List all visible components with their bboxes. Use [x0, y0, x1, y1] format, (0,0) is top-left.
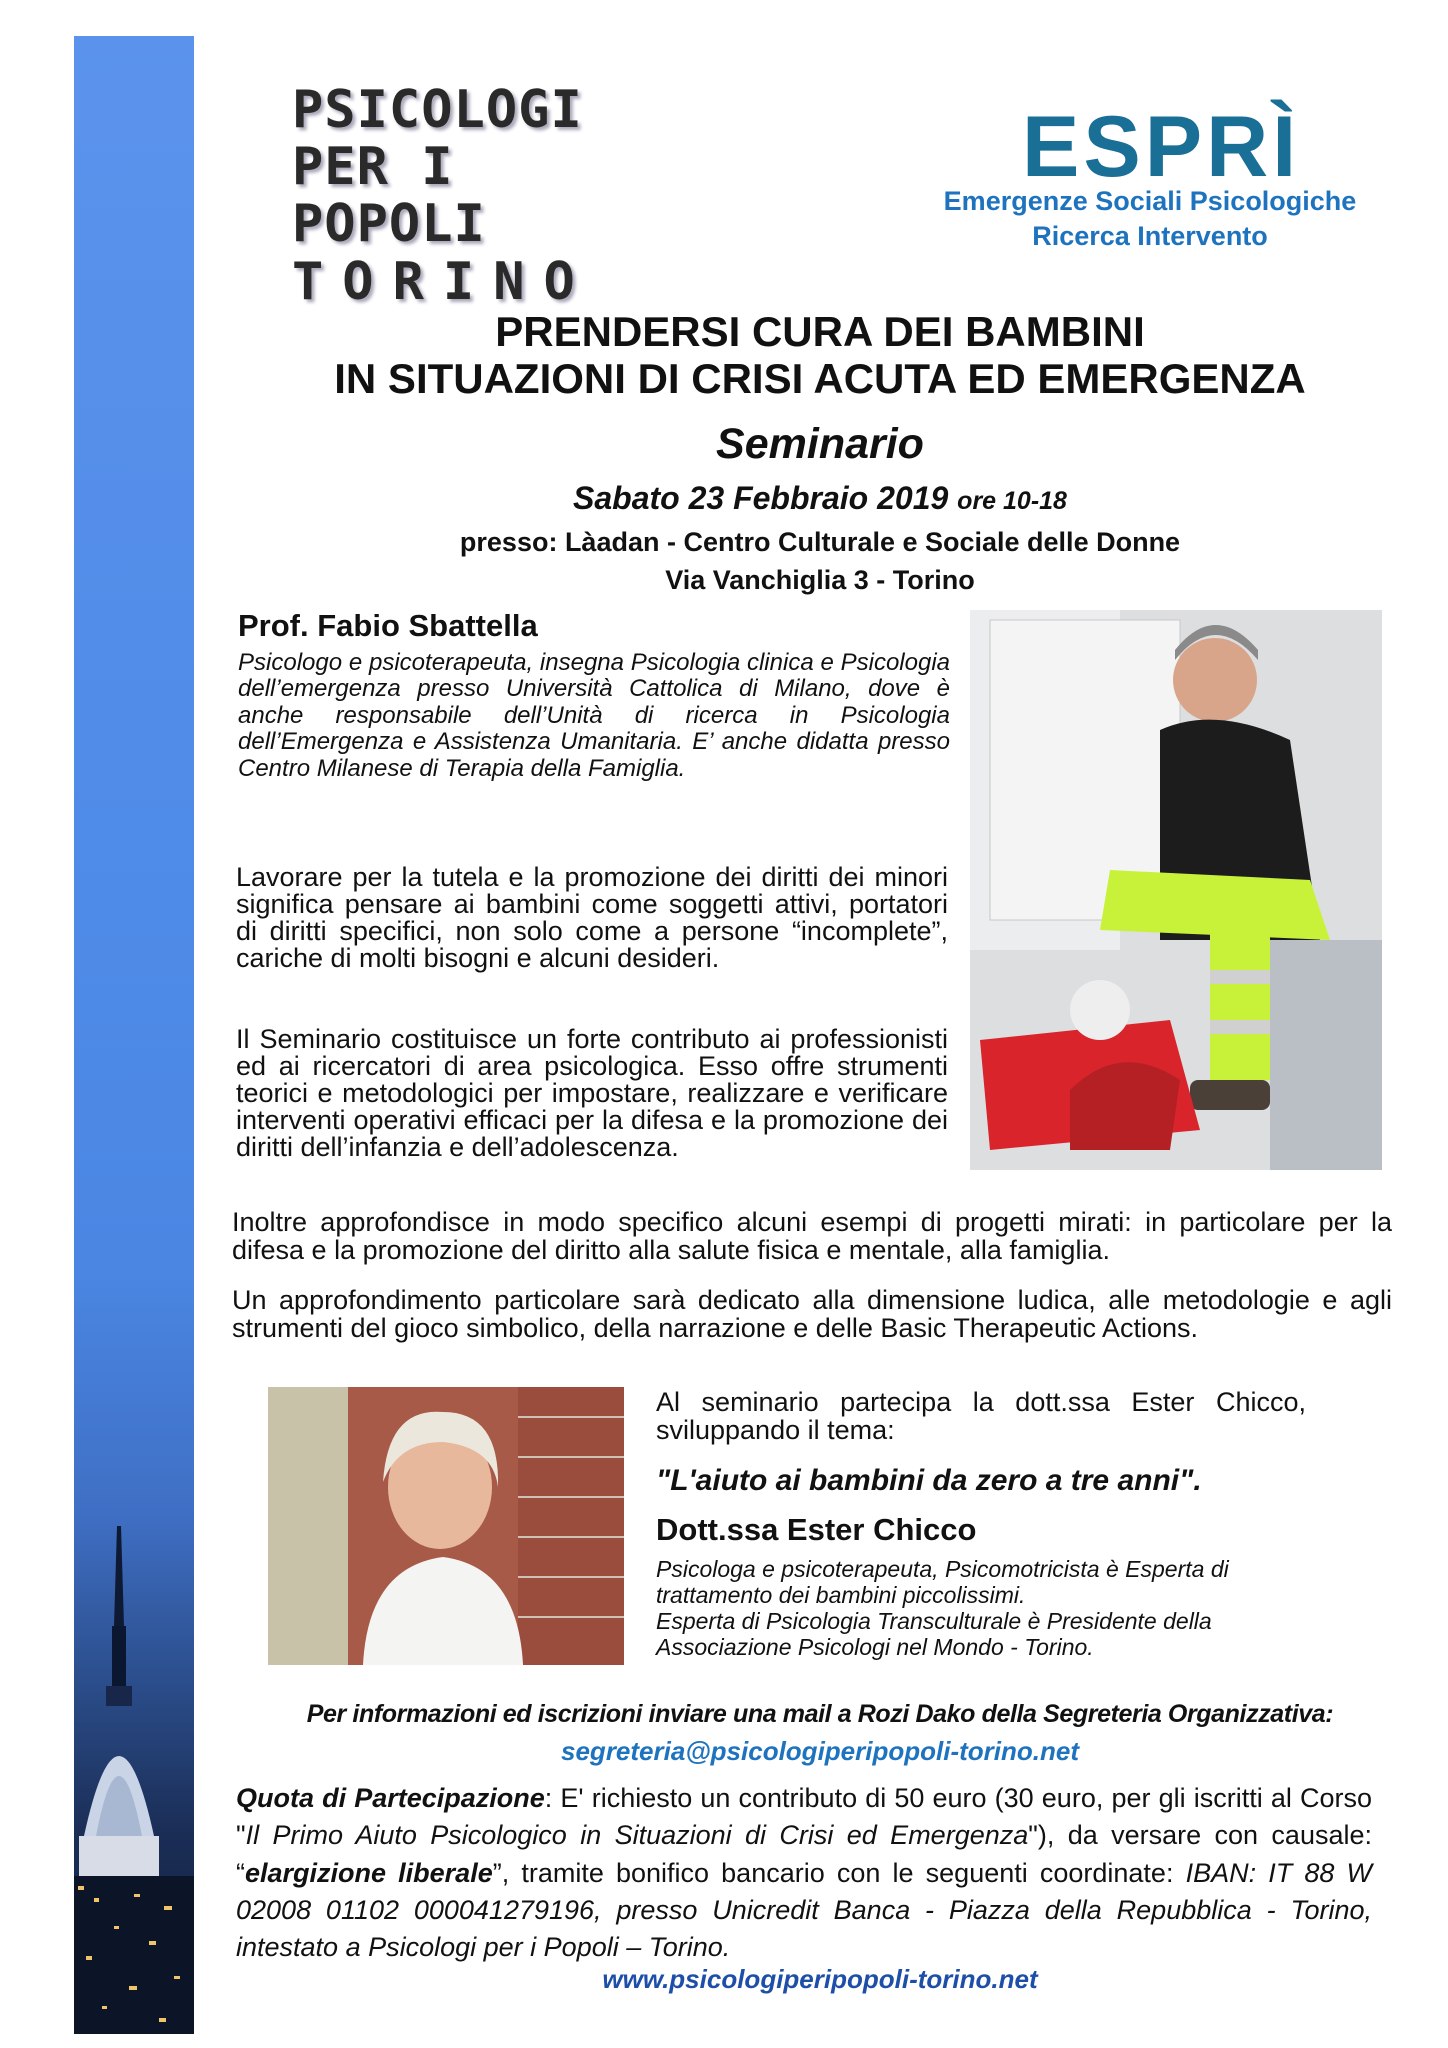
event-title-line-1: PRENDERSI CURA DEI BAMBINI — [495, 308, 1145, 355]
info-line: Per informazioni ed iscrizioni inviare una mail a Rozi Dako della Segreteria Organizzativa: — [306, 1700, 1334, 1728]
speaker2-name: Dott.ssa Ester Chicco — [656, 1512, 977, 1547]
sidebar-band — [74, 36, 194, 2034]
quota-text-1: : E' richiesto un contributo di 50 euro (30 euro, per gli iscritti al Corso " — [236, 1783, 1372, 1851]
quota-course: Il Primo Aiuto Psicologico in Situazioni di Crisi ed Emergenza — [245, 1820, 1029, 1851]
espri-logo: ESPRÌ — [1022, 99, 1301, 195]
espri-subtitle — [900, 184, 1400, 254]
body-paragraph-4: Un approfondimento particolare sarà dedicato alla dimensione ludica, alle metodologie e agli strumenti del gioco simbolico, della narrazione e delle Basic Therapeutic Actions. — [232, 1285, 1392, 1344]
espri-subtitle-line-1: Emergenze Sociali Psicologiche — [943, 186, 1357, 216]
psicologi-per-i-popoli-logo — [292, 82, 592, 311]
speaker2-bio-line-2: Esperta di Psicologia Transculturale è Presidente della Associazione Psicologi nel Mondo - Torino. — [656, 1607, 1212, 1660]
speaker2-bio-line-1: Psicologa e psicoterapeuta, Psicomotricista è Esperta di trattamento dei bambini piccolissimi. — [656, 1556, 1229, 1608]
logo-line-3: TORINO — [292, 251, 594, 312]
speaker1-photo — [970, 610, 1382, 1170]
event-title-line-2: IN SITUAZIONI DI CRISI ACUTA ED EMERGENZA — [334, 355, 1306, 403]
participation-fee — [236, 1780, 1372, 1966]
quota-text-2: "), da versare con causale: “ — [236, 1820, 1372, 1888]
quota-iban: IBAN: IT 88 W 02008 01102 000041279196, presso Unicredit Banca - Piazza della Repubblica - Torino, intestato a Psicologi per i Popoli – Torino. — [236, 1857, 1372, 1962]
logo-line-2: PER I POPOLI — [292, 137, 486, 255]
event-date-day: Sabato 23 Febbraio 2019 — [573, 480, 949, 516]
event-time: ore 10-18 — [957, 487, 1067, 515]
speaker2-intro: Al seminario partecipa la dott.ssa Ester Chicco, sviluppando il tema: — [656, 1387, 1306, 1446]
contact-email-link[interactable]: segreteria@psicologiperipopoli-torino.net — [561, 1736, 1079, 1766]
mole-antonelliana-illustration — [74, 36, 194, 2034]
event-venue — [220, 524, 1420, 600]
logo-line-1: PSICOLOGI — [292, 80, 583, 140]
speaker1-name: Prof. Fabio Sbattella — [238, 608, 538, 643]
espri-subtitle-line-2: Ricerca Intervento — [1032, 221, 1268, 252]
event-type: Seminario — [716, 420, 924, 468]
event-title — [220, 308, 1420, 402]
venue-line-1: presso: Làadan - Centro Culturale e Sociale delle Donne — [459, 527, 1181, 557]
event-date — [220, 480, 1420, 517]
quota-label: Quota di Partecipazione — [236, 1783, 545, 1813]
venue-line-2: Via Vanchiglia 3 - Torino — [665, 564, 975, 595]
body-paragraph-3: Inoltre approfondisce in modo specifico alcuni esempi di progetti mirati: in particolare per la difesa e la promozione del diritto alla salute fisica e mentale, alla famiglia. — [232, 1207, 1392, 1266]
website-link[interactable]: www.psicologiperipopoli-torino.net — [602, 1964, 1038, 1994]
speaker2-photo — [268, 1387, 624, 1665]
speaker2-bio — [656, 1556, 1346, 1660]
speaker1-bio: Psicologo e psicoterapeuta, insegna Psicologia clinica e Psicologia dell’emergenza presso Università Cattolica di Milano, dove è anche responsabile dell’Unità di ricerca in Psicologia dell’Emergenza e Assistenza Umanitaria. E’ anche didatta presso Centro Milanese di Terapia della Famiglia. — [238, 649, 950, 782]
body-paragraph-2: Il Seminario costituisce un forte contributo ai professionisti ed ai ricercatori di area psicologica. Esso offre strumenti teorici e metodologici per impostare, realizzare e verificare interventi operativi efficaci per la difesa e la promozione dei diritti dell’infanzia e dell’adolescenza. — [236, 1024, 948, 1162]
body-paragraph-1: Lavorare per la tutela e la promozione dei diritti dei minori significa pensare ai bambini come soggetti attivi, portatori di diritti specifici, non solo come a persone “incomplete”, cariche di molti bisogni e alcuni desideri. — [236, 862, 948, 973]
quota-text-3: ”, tramite bonifico bancario con le seguenti coordinate: — [492, 1857, 1186, 1888]
quota-causale: elargizione liberale — [245, 1857, 493, 1888]
speaker2-topic: "L'aiuto ai bambini da zero a tre anni". — [656, 1464, 1202, 1497]
